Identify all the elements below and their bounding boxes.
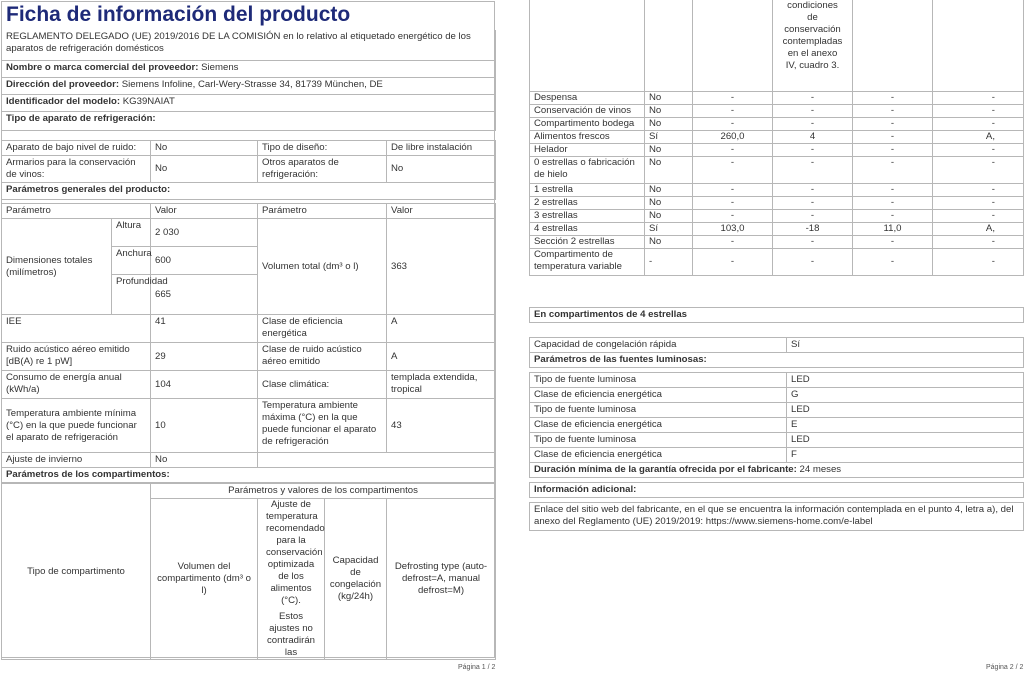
comp-temp: - — [773, 210, 853, 223]
comp-name: Compartimento bodega — [530, 118, 645, 131]
comp-name: 1 estrella — [530, 184, 645, 197]
comp-defrost: - — [933, 197, 1024, 210]
comp-temp: - — [773, 105, 853, 118]
general-params-table — [1, 203, 496, 483]
compartment-continuation-table — [529, 0, 1024, 92]
cont-empty-5 — [933, 0, 1024, 92]
light-row — [530, 373, 1024, 388]
address-row — [2, 78, 496, 95]
comp-freeze: - — [853, 92, 933, 105]
comp-freeze: 11,0 — [853, 223, 933, 236]
light-label: Clase de eficiencia energética — [530, 418, 787, 433]
winter-value: No — [151, 453, 258, 468]
comp-defrost: - — [933, 144, 1024, 157]
comp-name: Alimentos frescos — [530, 131, 645, 144]
comp-temp: 4 — [773, 131, 853, 144]
comp-freeze: - — [853, 105, 933, 118]
comp-name: Despensa — [530, 92, 645, 105]
other-value: No — [387, 156, 496, 183]
winter-empty — [258, 453, 496, 468]
wine-label: Armarios para la conservación de vinos: — [2, 156, 151, 183]
four-star-header: En compartimentos de 4 estrellas — [530, 308, 1024, 323]
light-value: E — [787, 418, 1024, 433]
comp-freeze: - — [853, 184, 933, 197]
min-temp-label: Temperatura ambiente mínima (°C) en la que puede funcionar el aparato de refrigeración — [2, 399, 151, 453]
comp-temp: - — [773, 197, 853, 210]
comp-present: No — [645, 144, 693, 157]
light-label: Tipo de fuente luminosa — [530, 373, 787, 388]
cont-empty-3 — [693, 0, 773, 92]
col-param-header-2: Parámetro — [258, 204, 387, 219]
compartment-row — [530, 223, 1024, 236]
comp-temp: - — [773, 144, 853, 157]
comp-name: 0 estrellas o fabricación de hielo — [530, 157, 645, 184]
depth-value: 665 — [151, 275, 258, 315]
comp-defrost: - — [933, 157, 1024, 184]
general-params-header: Parámetros generales del producto: — [2, 183, 496, 200]
comp-present: Sí — [645, 131, 693, 144]
regulation-text: REGLAMENTO DELEGADO (UE) 2019/2016 DE LA COMISIÓN en lo relativo al etiquetado energético de los aparatos de refrigeración domésticos — [2, 30, 496, 61]
comp-freeze: - — [853, 118, 933, 131]
page-2 — [512, 0, 1024, 674]
comp-present: No — [645, 118, 693, 131]
depth-label: Profundidad — [112, 275, 151, 315]
comp-temp: - — [773, 249, 853, 276]
comp-defrost: - — [933, 184, 1024, 197]
compartment-row — [530, 210, 1024, 223]
comp-defrost: A, — [933, 223, 1024, 236]
supplier-value: Siemens — [201, 62, 239, 73]
comp-freeze: - — [853, 157, 933, 184]
height-value: 2 030 — [151, 219, 258, 247]
comp-volume-label: Volumen del compartimento (dm³ o l) — [151, 499, 258, 660]
comp-freeze-label: Capacidad de congelación (kg/24h) — [325, 499, 387, 660]
min-temp-value: 10 — [151, 399, 258, 453]
address-label: Dirección del proveedor: — [6, 79, 120, 90]
comp-temp: - — [773, 184, 853, 197]
warranty-row — [530, 463, 1024, 478]
comp-name: 4 estrellas — [530, 223, 645, 236]
energy-value: 104 — [151, 371, 258, 399]
light-value: LED — [787, 433, 1024, 448]
comp-name: 2 estrellas — [530, 197, 645, 210]
comp-temp-note: Estos ajustes no contradirán las — [267, 611, 315, 658]
comp-volume: - — [693, 236, 773, 249]
comp-name: 3 estrellas — [530, 210, 645, 223]
model-row — [2, 95, 496, 112]
compartment-row — [530, 144, 1024, 157]
additional-text: Enlace del sitio web del fabricante, en el que se encuentra la información contemplada en el punto 4, letra a), del anexo del Reglamento (UE) 2019/2019: https://www.siemens-home.com/e-label — [530, 503, 1024, 531]
comp-temp: - — [773, 236, 853, 249]
comp-defrost: - — [933, 105, 1024, 118]
appliance-type-label: Tipo de aparato de refrigeración: — [2, 112, 496, 131]
comp-defrost: - — [933, 92, 1024, 105]
comp-present: No — [645, 157, 693, 184]
width-value: 600 — [151, 247, 258, 275]
compartment-row — [530, 105, 1024, 118]
noise-class-label: Clase de ruido acústico aéreo emitido — [258, 343, 387, 371]
supplier-row — [2, 61, 496, 78]
page-1-footer: Página 1 / 2 — [458, 664, 496, 671]
comp-name: Compartimento de temperatura variable — [530, 249, 645, 276]
climate-label: Clase climática: — [258, 371, 387, 399]
comp-temp: - — [773, 157, 853, 184]
cont-empty-4 — [853, 0, 933, 92]
comp-volume: - — [693, 210, 773, 223]
light-label: Tipo de fuente luminosa — [530, 433, 787, 448]
light-label: Clase de eficiencia energética — [530, 448, 787, 463]
light-value: F — [787, 448, 1024, 463]
climate-value: templada extendida, tropical — [387, 371, 496, 399]
comp-present: No — [645, 92, 693, 105]
comp-temp: - — [773, 118, 853, 131]
compartment-row — [530, 131, 1024, 144]
volume-value: 363 — [387, 219, 496, 315]
comp-freeze: - — [853, 144, 933, 157]
light-row — [530, 388, 1024, 403]
comp-temp-cell — [258, 499, 325, 660]
wine-value: No — [151, 156, 258, 183]
dims-label: Dimensiones totales (milímetros) — [2, 219, 112, 315]
address-value: Siemens Infoline, Carl-Wery-Strasse 34, 81739 München, DE — [121, 79, 383, 90]
comp-present: Sí — [645, 223, 693, 236]
supplier-label: Nombre o marca comercial del proveedor: — [6, 62, 199, 73]
col-value-header: Valor — [151, 204, 258, 219]
noise-label: Ruido acústico aéreo emitido [dB(A) re 1 pW] — [2, 343, 151, 371]
warranty-value: 24 meses — [799, 464, 842, 475]
model-value: KG39NAIAT — [122, 96, 175, 107]
comp-freeze: - — [853, 197, 933, 210]
comp-present: No — [645, 210, 693, 223]
col-param-header: Parámetro — [2, 204, 151, 219]
comp-freeze: - — [853, 236, 933, 249]
page-2-footer: Página 2 / 2 — [986, 664, 1024, 671]
max-temp-label: Temperatura ambiente máxima (°C) en la que puede funcionar el aparato de refrigeración — [258, 399, 387, 453]
fast-freeze-value: Sí — [787, 338, 1024, 353]
low-noise-label: Aparato de bajo nivel de ruido: — [2, 141, 151, 156]
comp-temp: - — [773, 92, 853, 105]
compartment-row — [530, 118, 1024, 131]
fast-freeze-label: Capacidad de congelación rápida — [530, 338, 787, 353]
compartment-row — [530, 184, 1024, 197]
comp-freeze: - — [853, 131, 933, 144]
comp-volume: - — [693, 105, 773, 118]
comp-present: No — [645, 105, 693, 118]
light-value: LED — [787, 373, 1024, 388]
light-label: Tipo de fuente luminosa — [530, 403, 787, 418]
comp-volume: - — [693, 92, 773, 105]
comp-defrost: - — [933, 236, 1024, 249]
comp-volume: - — [693, 249, 773, 276]
comp-volume: 103,0 — [693, 223, 773, 236]
comp-name: Helador — [530, 144, 645, 157]
comp-volume: - — [693, 118, 773, 131]
iee-value: 41 — [151, 315, 258, 343]
comp-present: - — [645, 249, 693, 276]
iee-label: IEE — [2, 315, 151, 343]
compartment-row — [530, 236, 1024, 249]
comp-temp-label: Ajuste de temperatura recomendado para la conservación optimizada de los alimentos (°C). — [266, 499, 325, 606]
comp-present: No — [645, 236, 693, 249]
comp-values-header: Parámetros y valores de los compartimentos — [151, 484, 496, 499]
light-value: LED — [787, 403, 1024, 418]
comp-volume: 260,0 — [693, 131, 773, 144]
compartment-row — [530, 249, 1024, 276]
light-header: Parámetros de las fuentes luminosas: — [530, 353, 1024, 368]
design-value: De libre instalación — [387, 141, 496, 156]
comp-freeze: - — [853, 210, 933, 223]
comp-present: No — [645, 184, 693, 197]
cont-empty-2 — [645, 0, 693, 92]
other-label: Otros aparatos de refrigeración: — [258, 156, 387, 183]
height-label: Altura — [112, 219, 151, 247]
page-2-info-table — [529, 307, 1024, 531]
spacer-row — [530, 323, 1024, 338]
comp-volume: - — [693, 184, 773, 197]
volume-label: Volumen total (dm³ o l) — [258, 219, 387, 315]
comp-defrost: A, — [933, 131, 1024, 144]
light-row — [530, 433, 1024, 448]
comp-volume: - — [693, 157, 773, 184]
model-label: Identificador del modelo: — [6, 96, 121, 107]
comp-freeze: - — [853, 249, 933, 276]
cont-empty-1 — [530, 0, 645, 92]
noise-class-value: A — [387, 343, 496, 371]
light-row — [530, 403, 1024, 418]
comp-volume: - — [693, 197, 773, 210]
warranty-label: Duración mínima de la garantía ofrecida por el fabricante: — [534, 464, 797, 475]
col-value-header-2: Valor — [387, 204, 496, 219]
eff-class-value: A — [387, 315, 496, 343]
energy-label: Consumo de energía anual (kWh/a) — [2, 371, 151, 399]
compartment-row — [530, 92, 1024, 105]
design-label: Tipo de diseño: — [258, 141, 387, 156]
comp-present: No — [645, 197, 693, 210]
comp-volume: - — [693, 144, 773, 157]
winter-label: Ajuste de invierno — [2, 453, 151, 468]
comp-temp: -18 — [773, 223, 853, 236]
comp-name: Conservación de vinos — [530, 105, 645, 118]
compartment-header-table — [1, 483, 496, 660]
compartment-row — [530, 197, 1024, 210]
comp-name: Sección 2 estrellas — [530, 236, 645, 249]
comp-type-label: Tipo de compartimento — [2, 484, 151, 660]
light-label: Clase de eficiencia energética — [530, 388, 787, 403]
page-1-header-table — [1, 30, 496, 131]
width-label: Anchura — [112, 247, 151, 275]
comp-params-header: Parámetros de los compartimentos: — [2, 468, 496, 483]
eff-class-label: Clase de eficiencia energética — [258, 315, 387, 343]
max-temp-value: 43 — [387, 399, 496, 453]
light-row — [530, 448, 1024, 463]
comp-defrost: - — [933, 249, 1024, 276]
compartment-table — [529, 91, 1024, 276]
cont-temp-note: condiciones de conservación contempladas en el anexo IV, cuadro 3. — [773, 0, 853, 92]
appliance-type-table — [1, 140, 496, 200]
compartment-row — [530, 157, 1024, 184]
comp-defrost: - — [933, 118, 1024, 131]
page-title: Ficha de información del producto — [6, 3, 351, 26]
light-value: G — [787, 388, 1024, 403]
additional-header: Información adicional: — [530, 483, 1024, 498]
light-row — [530, 418, 1024, 433]
low-noise-value: No — [151, 141, 258, 156]
noise-value: 29 — [151, 343, 258, 371]
comp-defrost: - — [933, 210, 1024, 223]
comp-defrost-label: Defrosting type (auto-defrost=A, manual defrost=M) — [387, 499, 496, 660]
